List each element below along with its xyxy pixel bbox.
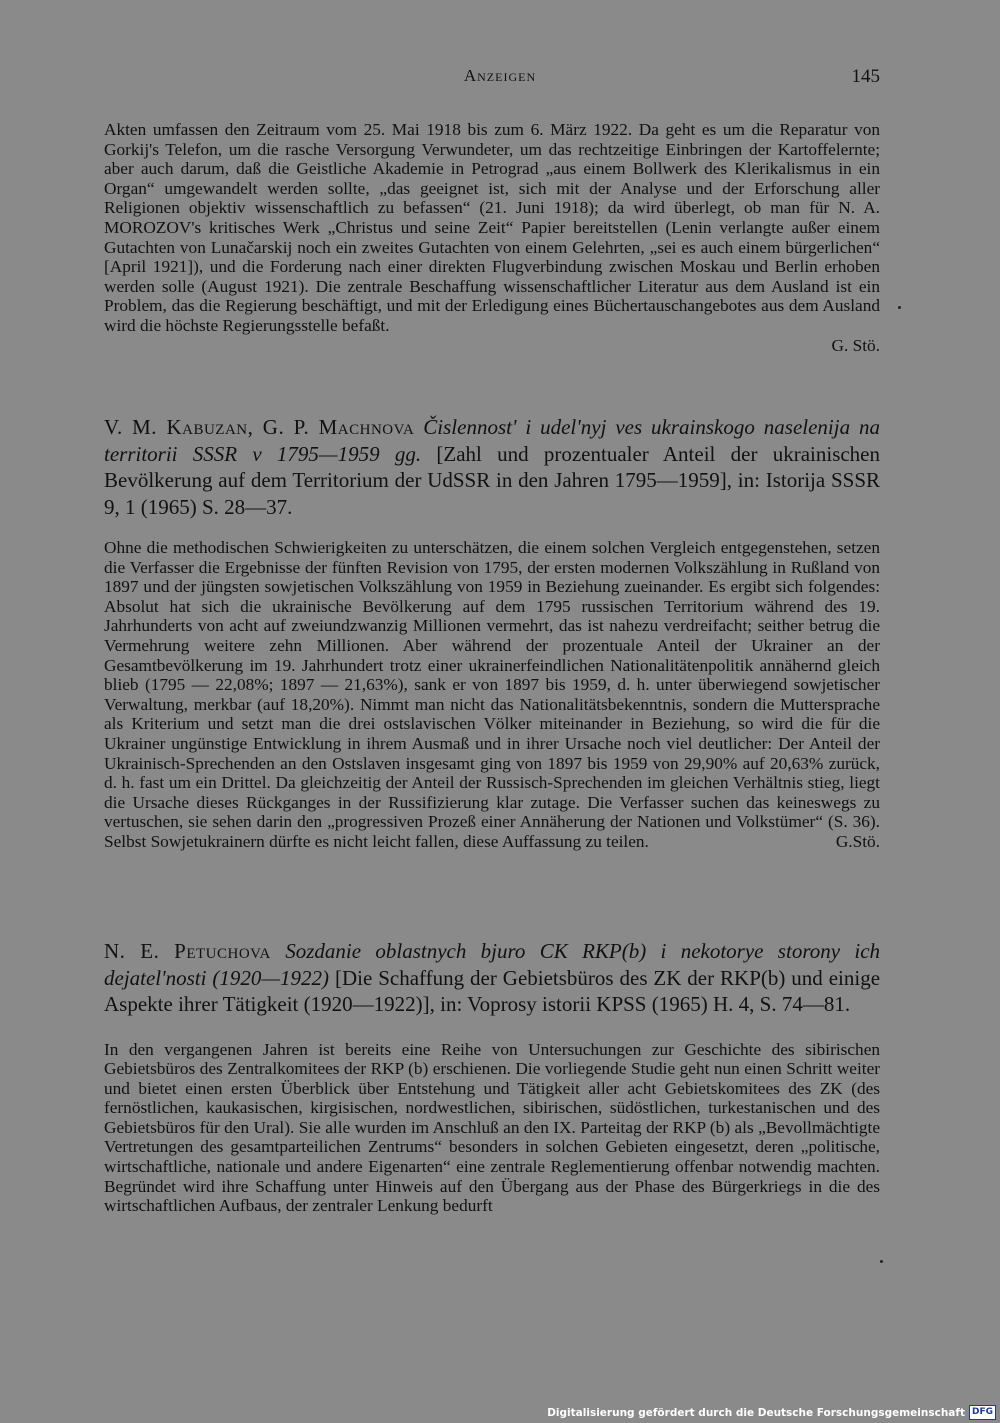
review-3-title: Sozdanie oblastnych bjuro CK RKP(b) i nekotorye storony ich dejatel'nosti (1920—1922)	[104, 939, 881, 990]
review-2	[104, 414, 880, 852]
review-1-body: Akten umfassen den Zeitraum vom 25. Mai 1918 bis zum 6. März 1922. Da geht es um die Reparatur von Gorkij's Telefon, um die rasche Versorgung Verwundeter, um das rechtzeitige Einbringen der Kartoffelernte; aber auch darum, daß die Geistliche Akademie in Petrograd „aus einem Bollwerk des Klerikalismus in ein Organ“ umgewandelt werden sollte, „das geeignet ist, sich mit der Analyse und der Erforschung aller Religionen objektiv wissenschaftlich zu befassen“ (21. Juni 1918); da wird überlegt, ob man für N. A. MOROZOV's kritisches Werk „Christus und seine Zeit“ Papier bereitstellen (Lenin verlangte außer einem Gutachten von Lunačarskij noch ein zweites Gutachten von einem Gelehrten, „sei es auch einem bürgerlichen“ [April 1921]), und die Forderung nach einer direkten Flugverbindung zwischen Moskau und Berlin erhoben werden solle (August 1921). Die zentrale Beschaffung wissenschaftlicher Literatur aus dem Ausland ist ein Problem, das die Regierung beschäftigt, und mit der Erledigung eines Büchertauschangebotes aus dem Ausland wird die höchste Regierungsstelle befaßt.	[104, 120, 880, 335]
review-3-authors: N. E. Petuchova	[104, 939, 271, 963]
review-2-body: Ohne die methodischen Schwierigkeiten zu unterschätzen, die einem solchen Vergleich entgegenstehen, setzen die Verfasser die Ergebnisse der fünften Revision von 1795, der ersten modernen Volkszählung in Rußland von 1897 und der jüngsten sowjetischen Volkszählung von 1959 in Beziehung zueinander. Es ergibt sich folgendes: Absolut hat sich die ukrainische Bevölkerung auf dem 1795 russischen Territorium während des 19. Jahrhunderts von acht auf zweiundzwanzig Millionen vermehrt, das ist nahezu verdreifacht; seither betrug die Vermehrung weitere zehn Millionen. Aber während der prozentuale Anteil der Ukrainer an der Gesamtbevölkerung im 19. Jahrhundert trotz einer ukrainerfeindlichen Nationalitätenpolitik annähernd gleich blieb (1795 — 22,08%; 1897 — 21,63%), sank er von 1897 bis 1959, d. h. unter überwiegend sowjetischer Verwaltung, merkbar (auf 18,20%). Nimmt man nicht das Nationalitätsbekenntnis, sondern die Muttersprache als Kriterium und setzt man die drei ostslavischen Völker miteinander in Beziehung, so wird die für die Ukrainer ungünstige Entwicklung in ihrem Ausmaß und in ihrer Ursache noch viel deutlicher: Der Anteil der Ukrainisch-Sprechenden an den Ostslaven insgesamt ging von 1897 bis 1959 von 29,90% auf 20,63% zurück, d. h. fast um ein Drittel. Da gleichzeitig der Anteil der Russisch-Sprechenden im gleichen Verhältnis stieg, liegt die Ursache dieses Rückganges in der Russifizierung klar zutage. Die Verfasser suchen das keineswegs zu vertuschen, sie sehen darin den „progressiven Prozeß einer Annäherung der Nationen und Volkstümer“ (S. 36). Selbst Sowjetukrainern dürfte es nicht leicht fallen, diese Auffassung zu teilen.	[104, 538, 880, 851]
review-2-title: Čislennost' i udel'nyj ves ukrainskogo naselenija na territorii SSSR v 1795—1959 gg.	[104, 415, 880, 466]
review-2-citation: [Zahl und prozentualer Anteil der ukrainischen Bevölkerung auf dem Territorium der UdSSR in den Jahren 1795—1959], in: Istorija SSSR 9, 1 (1965) S. 28—37.	[104, 441, 881, 519]
review-2-heading	[104, 414, 880, 520]
running-title: Anzeigen	[463, 66, 537, 85]
review-2-authors: V. M. Kabuzan, G. P. Machnova	[104, 415, 415, 439]
digitization-footer	[547, 1405, 996, 1420]
review-3-body: In den vergangenen Jahren ist bereits eine Reihe von Untersuchungen zur Geschichte des sibirischen Gebietsbüros des Zentralkomitees der RKP (b) erschienen. Die vorliegende Studie geht nun einen Schritt weiter und bietet einen ersten Überblick über Entstehung und Tätigkeit aller acht Gebietskomitees des ZK (des fernöstlichen, kaukasischen, kirgisischen, nordwestlichen, sibirischen, südöstlichen, turkestanischen und des Gebietsbüros für den Ural). Sie alle wurden im Anschluß an den IX. Parteitag der RKP (b) als „Bevollmächtigte Vertretungen des gesamtparteilichen Zentrums“ besonders in solchen Gebieten eingesetzt, deren „politische, wirtschaftliche, nationale und andere Eigenarten“ eine zentrale Reglementierung offenbar notwendig machten. Begründet wird ihre Schaffung unter Hinweis auf den Übergang aus der Phase des Bürgerkriegs in die des wirtschaftlichen Aufbaus, der zentraler Lenkung bedurft	[104, 1039, 880, 1216]
review-3-citation: [Die Schaffung der Gebietsbüros des ZK der RKP(b) und einige Aspekte ihrer Tätigkeit (1920—1922)], in: Voprosy istorii KPSS (1965) H. 4, S. 74—81.	[104, 965, 881, 1016]
page-number: 145	[851, 66, 880, 87]
review-2-signature: G.Stö.	[835, 831, 880, 851]
footer-text: Digitalisierung gefördert durch die Deutsche Forschungsgemeinschaft	[547, 1406, 965, 1419]
running-head	[0, 66, 1000, 96]
dfg-logo-icon: DFG	[969, 1405, 996, 1420]
review-1-signature: G. Stö.	[831, 335, 880, 355]
review-1	[104, 120, 880, 356]
scan-speck	[898, 306, 901, 309]
review-3-heading	[104, 938, 880, 1018]
review-3	[104, 938, 880, 1216]
scan-speck	[880, 1260, 883, 1263]
